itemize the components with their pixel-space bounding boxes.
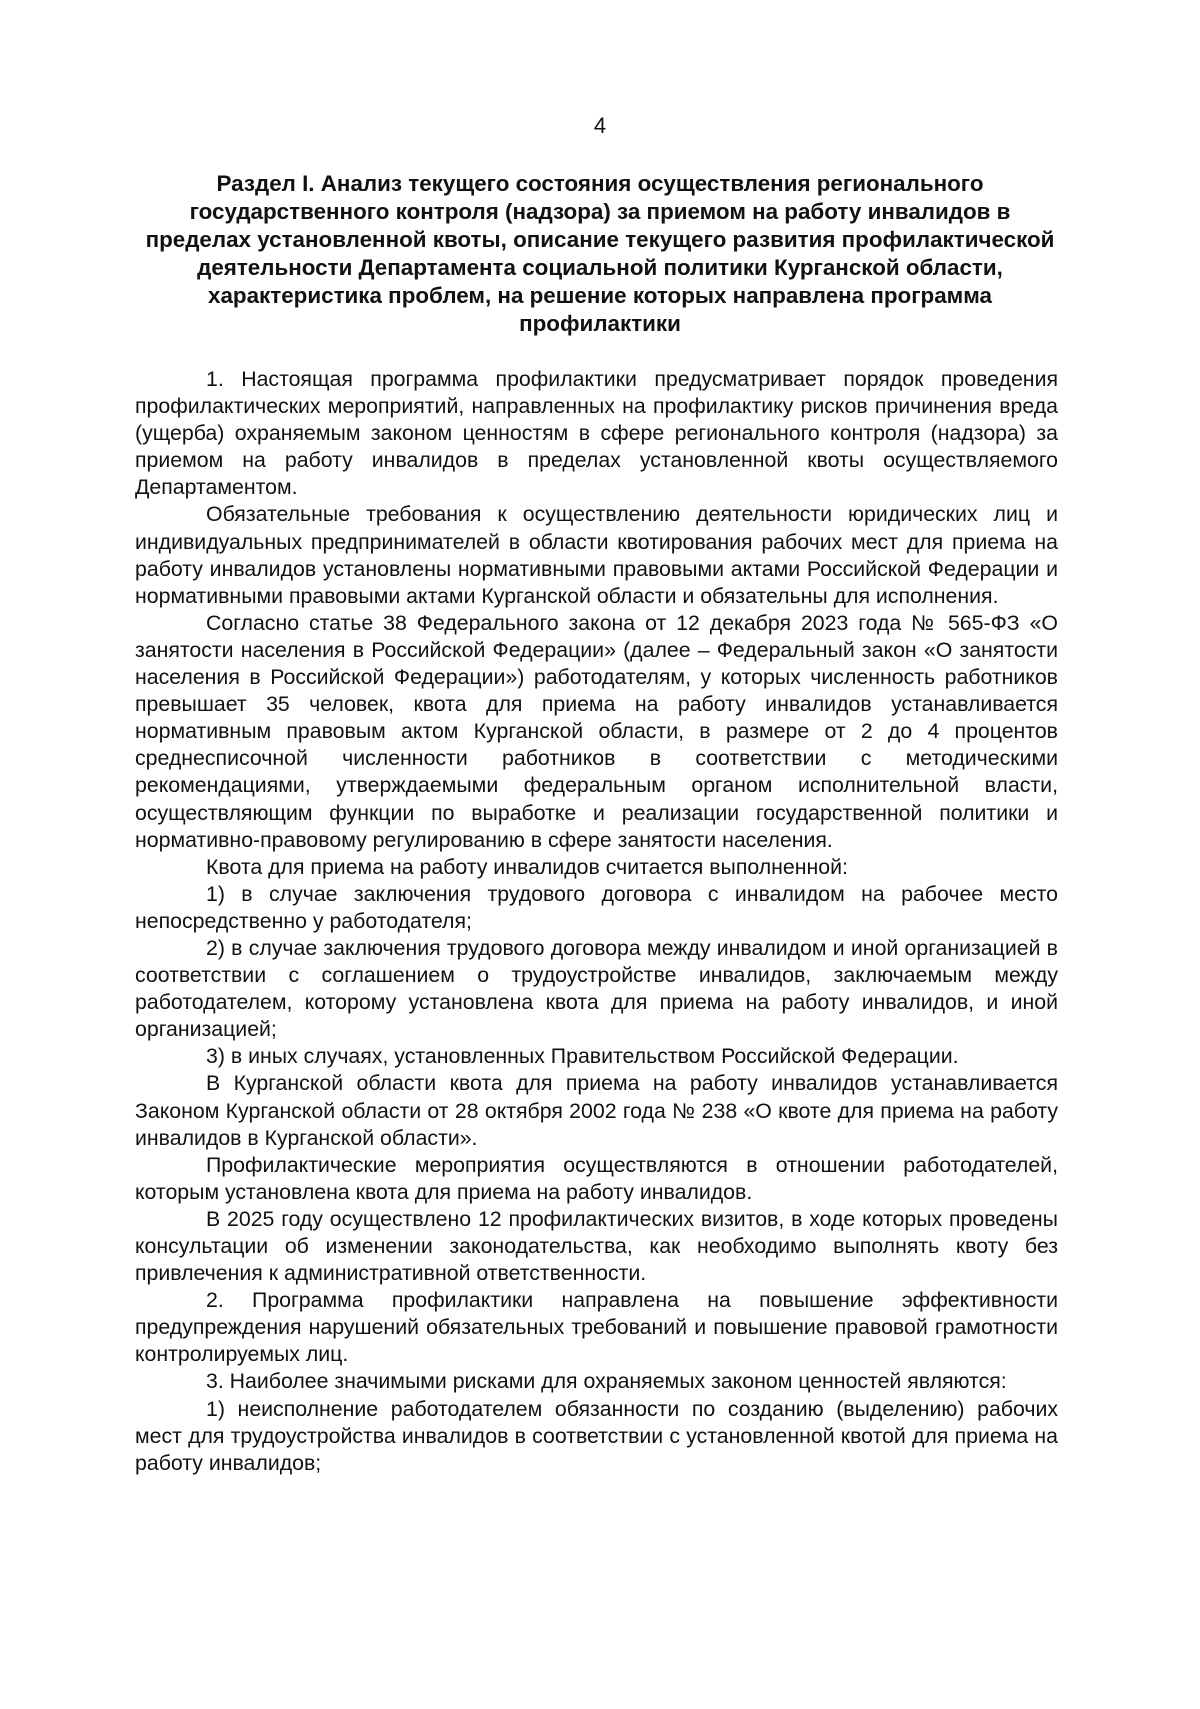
page-number: 4 [593,113,607,138]
paragraph: Обязательные требования к осуществлению деятельности юридических лиц и индивидуальных предпринимателей в области квотирования рабочих мест для приема на работу инвалидов установлены нормативными правовыми актами Российской Федерации и нормативными правовыми актами Курганской области и обязательны для исполнения. [135,502,1058,608]
paragraph: 2. Программа профилактики направлена на повышение эффективности предупреждения нарушений обязательных требований и повышение правовой грамотности контролируемых лиц. [135,1288,1058,1367]
paragraph: Согласно статье 38 Федерального закона от 12 декабря 2023 года № 565-ФЗ «О занятости населения в Российской Федерации» (далее – Федеральный закон «О занятости населения в Российской Федерации») работодателям, у которых численность работников превышает 35 человек, квота для приема на работу инвалидов устанавливается нормативным правовым актом Курганской области, в размере от 2 до 4 процентов среднесписочной численности работников в соответствии с методическими рекомендациями, утверждаемыми федеральным органом исполнительной власти, осуществляющим функции по выработке и реализации государственной политики и нормативно-правовому регулированию в сфере занятости населения. [135,610,1058,852]
section-heading: Раздел I. Анализ текущего состояния осуществления регионального государственного контроля (надзора) за приемом на работу инвалидов в пределах установленной квоты, описание текущего развития профилактической деятельности Департамента социальной политики Курганской области, характеристика проблем, на решение которых направлена программа профилактики [145,171,1055,336]
paragraph: Квота для приема на работу инвалидов считается выполненной: [206,854,848,879]
paragraph: В 2025 году осуществлено 12 профилактических визитов, в ходе которых проведены консультации об изменении законодательства, как необходимо выполнять квоту без привлечения к административной ответственности. [135,1206,1058,1286]
paragraph: 1. Настоящая программа профилактики предусматривает порядок проведения профилактических мероприятий, направленных на профилактику рисков причинения вреда (ущерба) охраняемым законом ценностям в сфере регионального контроля (надзора) за приемом на работу инвалидов в пределах установленной квоты осуществляемого Департаментом. [135,367,1058,500]
paragraph: В Курганской области квота для приема на работу инвалидов устанавливается Законом Курганской области от 28 октября 2002 года № 238 «О квоте для приема на работу инвалидов в Курганской области». [135,1071,1058,1150]
paragraph: 3) в иных случаях, установленных Правительством Российской Федерации. [206,1044,959,1069]
paragraph: Профилактические мероприятия осуществляются в отношении работодателей, которым установлена квота для приема на работу инвалидов. [135,1152,1058,1204]
paragraph: 1) в случае заключения трудового договора с инвалидом на рабочее место непосредственно у работодателя; [135,881,1058,933]
paragraph: 3. Наиболее значимыми рисками для охраняемых законом ценностей являются: [206,1369,1007,1394]
paragraph: 2) в случае заключения трудового договора между инвалидом и иной организацией в соответствии с соглашением о трудоустройстве инвалидов, заключаемым между работодателем, которому установлена квота для приема на работу инвалидов, и иной организацией; [135,935,1058,1042]
paragraph: 1) неисполнение работодателем обязанности по созданию (выделению) рабочих мест для трудоустройства инвалидов в соответствии с установленной квотой для приема на работу инвалидов; [135,1396,1058,1475]
document-body [135,366,1058,1477]
